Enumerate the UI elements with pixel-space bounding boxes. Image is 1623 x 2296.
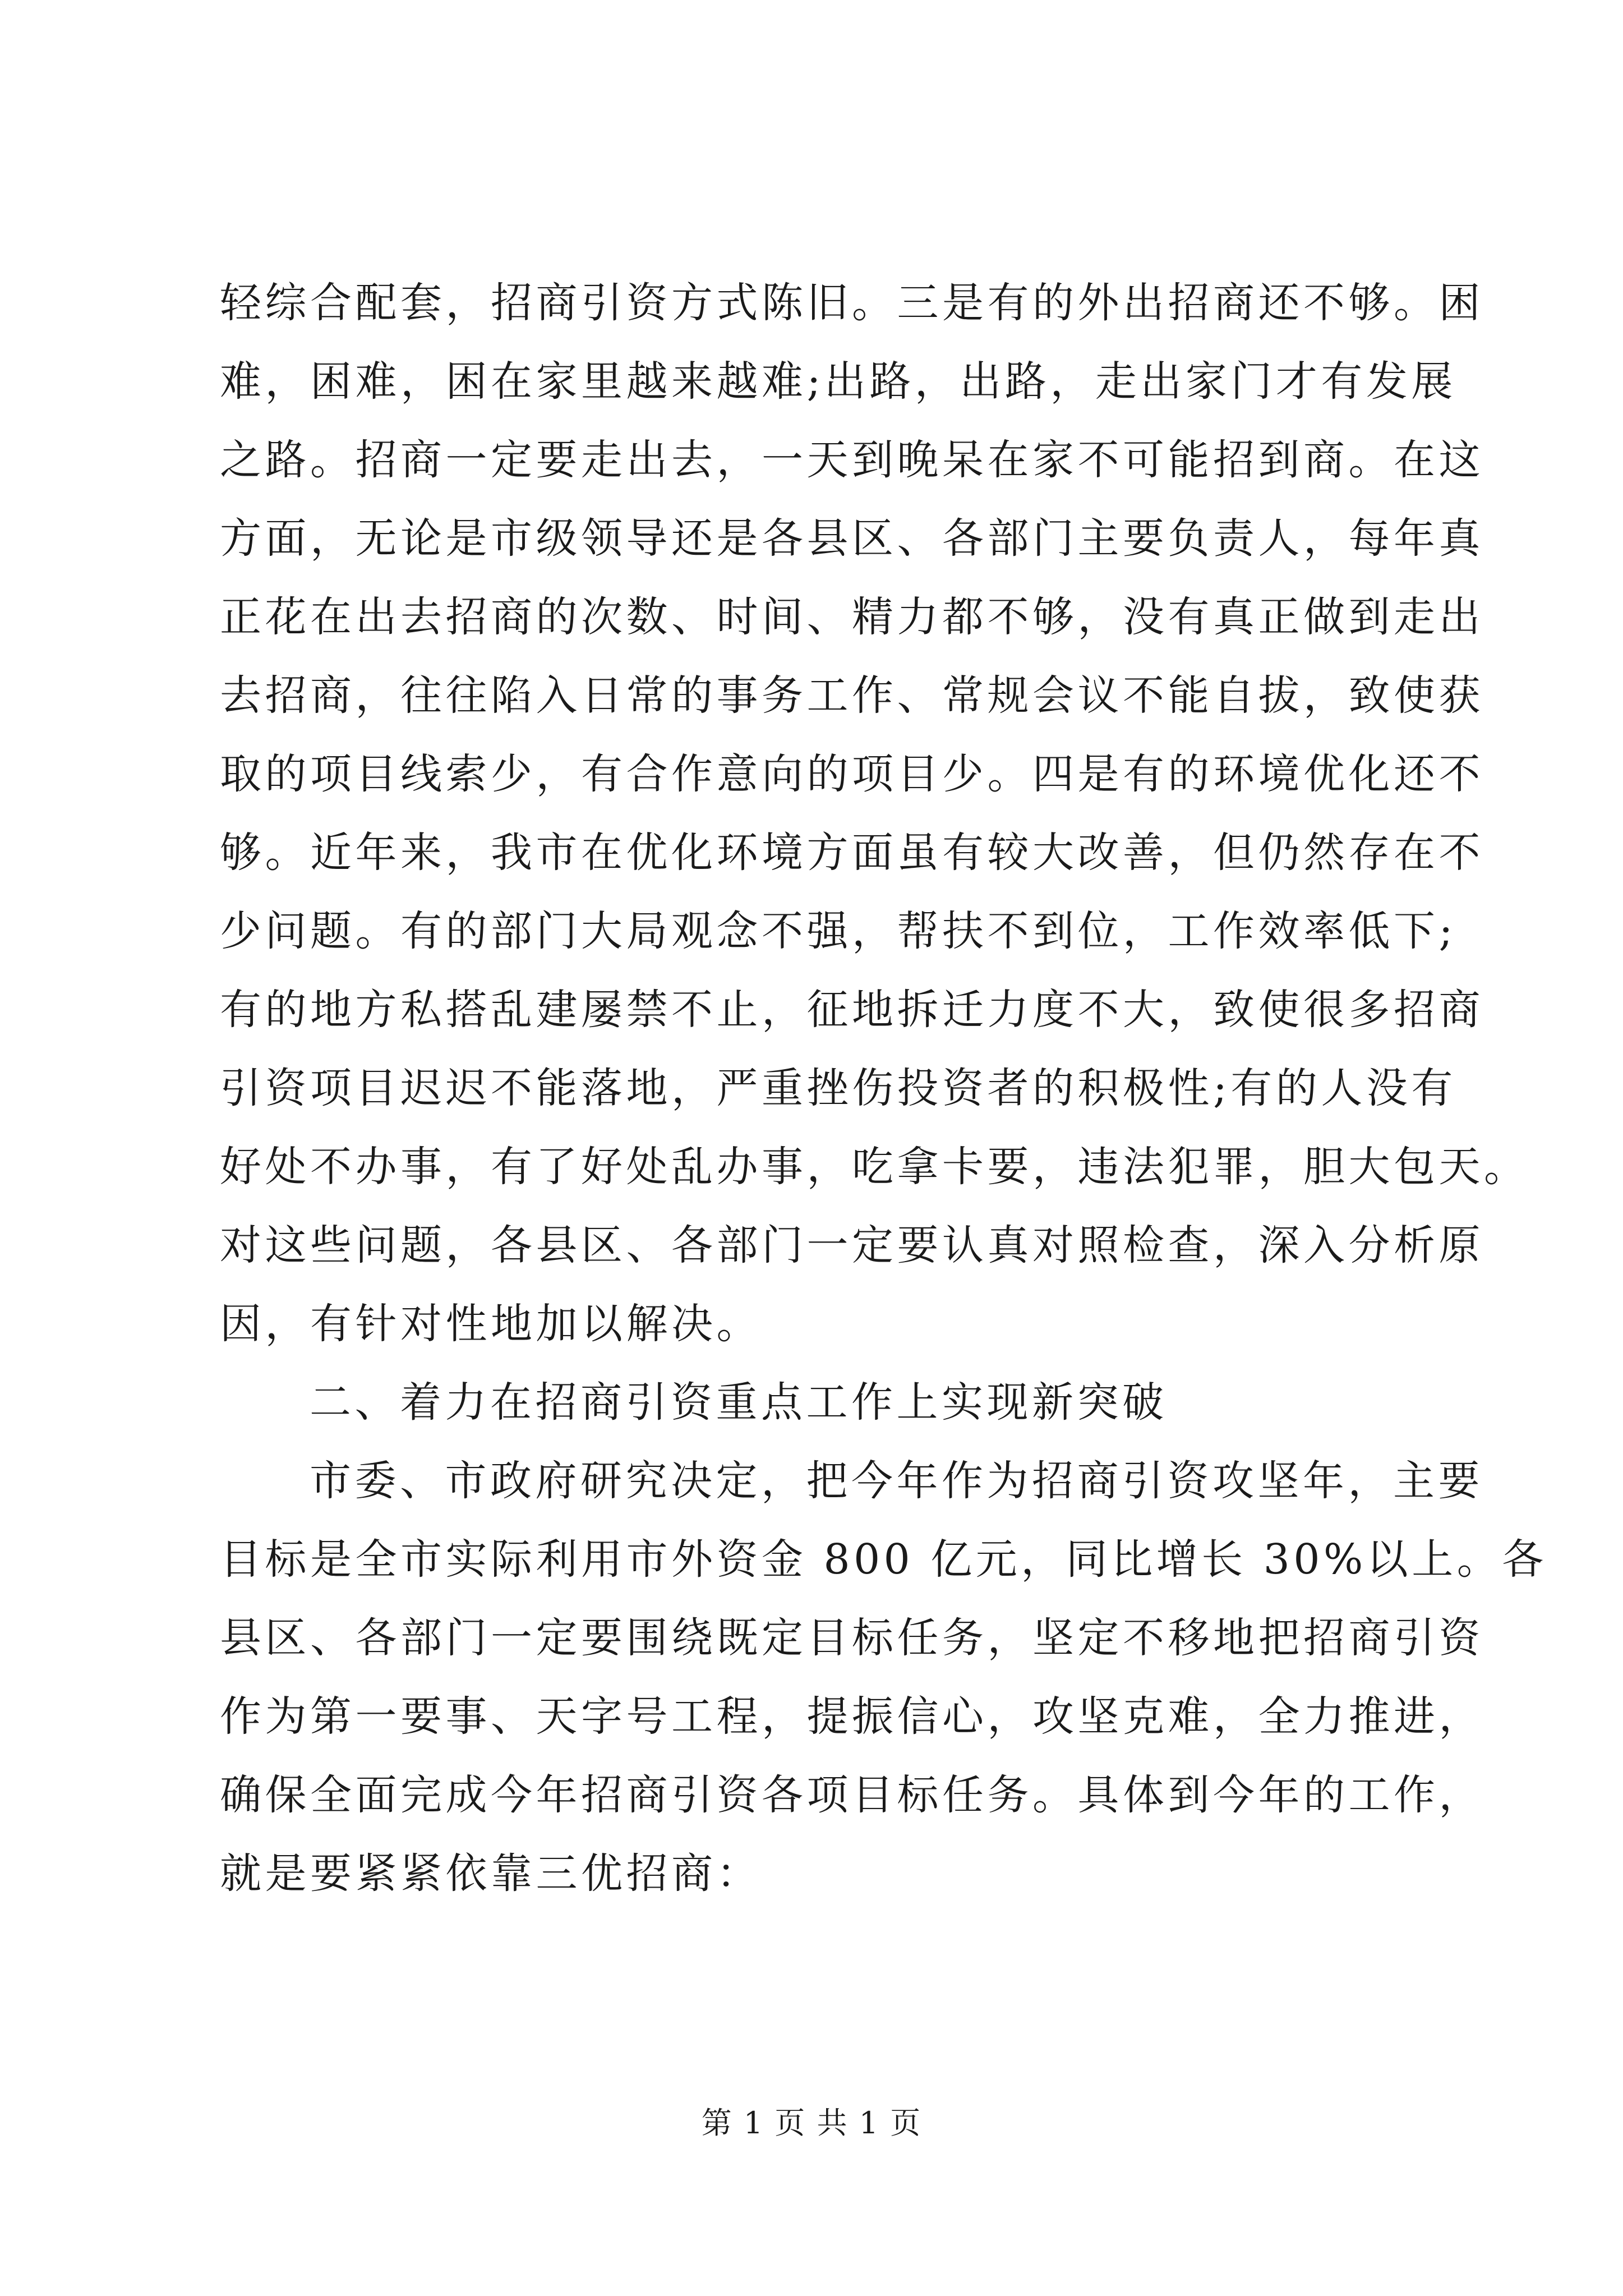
text-line: 有的地方私搭乱建屡禁不止，征地拆迁力度不大，致使很多招商	[220, 986, 1484, 1034]
text-line: 作为第一要事、天字号工程，提振信心，攻坚克难，全力推进，	[220, 1692, 1484, 1741]
text-line: 去招商，往往陷入日常的事务工作、常规会议不能自拔，致使获	[220, 671, 1484, 720]
text-line: 就是要紧紧依靠三优招商：	[220, 1849, 762, 1898]
section-heading: 二、着力在招商引资重点工作上实现新突破	[310, 1378, 1168, 1427]
text-line: 正花在出去招商的次数、时间、精力都不够，没有真正做到走出	[220, 593, 1484, 641]
text-line: 少问题。有的部门大局观念不强，帮扶不到位，工作效率低下;	[220, 907, 1456, 955]
text-line: 方面，无论是市级领导还是各县区、各部门主要负责人，每年真	[220, 514, 1484, 563]
text-line: 目标是全市实际利用市外资金 800 亿元，同比增长 30%以上。各	[220, 1535, 1547, 1584]
text-line: 难，困难，困在家里越来越难;出路，出路，走出家门才有发展	[220, 357, 1456, 406]
text-line: 对这些问题，各县区、各部门一定要认真对照检查，深入分析原	[220, 1221, 1484, 1269]
text-line: 之路。招商一定要走出去，一天到晚呆在家不可能招到商。在这	[220, 436, 1484, 484]
text-line: 县区、各部门一定要围绕既定目标任务，坚定不移地把招商引资	[220, 1614, 1484, 1662]
text-line: 因，有针对性地加以解决。	[220, 1300, 762, 1348]
text-line: 够。近年来，我市在优化环境方面虽有较大改善，但仍然存在不	[220, 829, 1484, 877]
text-line: 轻综合配套，招商引资方式陈旧。三是有的外出招商还不够。困	[220, 279, 1484, 327]
text-line: 市委、市政府研究决定，把今年作为招商引资攻坚年，主要	[310, 1457, 1483, 1505]
page-number-footer: 第 1 页 共 1 页	[701, 2105, 922, 2141]
text-line: 引资项目迟迟不能落地，严重挫伤投资者的积极性;有的人没有	[220, 1064, 1456, 1112]
text-line: 确保全面完成今年招商引资各项目标任务。具体到今年的工作，	[220, 1771, 1484, 1819]
document-body	[220, 264, 1547, 1913]
text-line: 好处不办事，有了好处乱办事，吃拿卡要，违法犯罪，胆大包天。	[220, 1143, 1529, 1191]
text-line: 取的项目线索少，有合作意向的项目少。四是有的环境优化还不	[220, 750, 1484, 798]
